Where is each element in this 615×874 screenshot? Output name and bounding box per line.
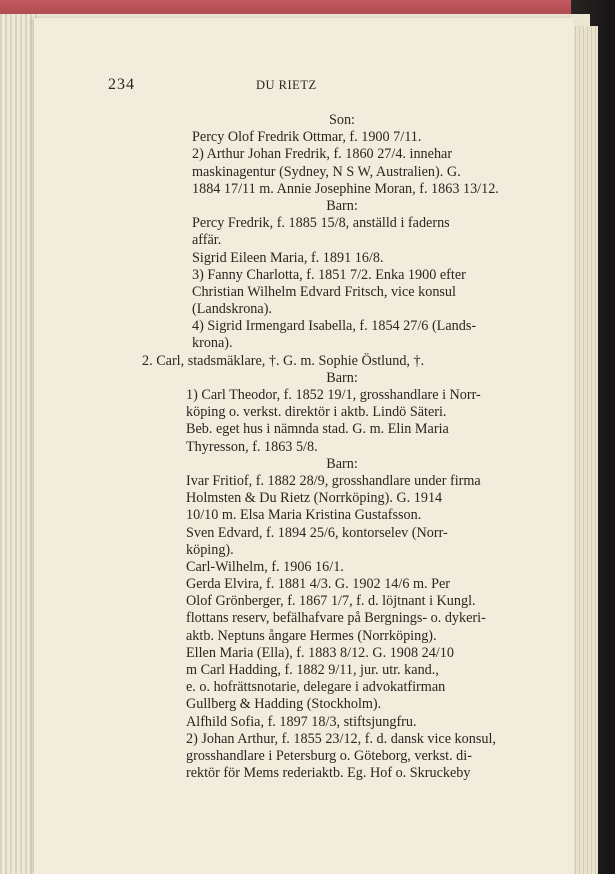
text-line: maskinagentur (Sydney, N S W, Australien). G.	[192, 163, 461, 180]
text-line: 3) Fanny Charlotta, f. 1851 7/2. Enka 1900 efter	[192, 266, 466, 283]
text-line: köping o. verkst. direktör i aktb. Lindö Säteri.	[186, 404, 447, 421]
text-line: Percy Olof Fredrik Ottmar, f. 1900 7/11.	[192, 129, 422, 146]
running-head: DU RIETZ	[256, 78, 317, 92]
text-line: e. o. hofrättsnotarie, delegare i advokatfirman	[186, 679, 446, 696]
text-line: Son:	[328, 112, 356, 128]
text-line: 2) Arthur Johan Fredrik, f. 1860 27/4. innehar	[192, 146, 453, 163]
page-body	[142, 112, 542, 782]
text-line: affär.	[192, 232, 222, 249]
text-line: 1) Carl Theodor, f. 1852 19/1, grosshandlare i Norr-	[186, 387, 481, 403]
text-line: Percy Fredrik, f. 1885 15/8, anställd i faderns	[192, 215, 450, 232]
text-line: 2. Carl, stadsmäklare, †. G. m. Sophie Östlund, †.	[142, 352, 425, 369]
text-line: rektör för Mems rederiaktb. Eg. Hof o. Skruckeby	[186, 765, 471, 782]
page-header	[108, 76, 408, 96]
text-line: Olof Grönberger, f. 1867 1/7, f. d. löjtnant i Kungl.	[186, 593, 476, 610]
text-line: m Carl Hadding, f. 1882 9/11, jur. utr. kand.,	[186, 662, 439, 678]
text-line: flottans reserv, befälhafvare på Bergnings- o. dykeri-	[186, 610, 486, 627]
text-line: grosshandlare i Petersburg o. Göteborg, verkst. di-	[186, 747, 472, 764]
text-line: (Landskrona).	[192, 301, 272, 318]
text-line: 4) Sigrid Irmengard Isabella, f. 1854 27/6 (Lands-	[192, 318, 477, 335]
text-line: Beb. eget hus i nämnda stad. G. m. Elin Maria	[186, 421, 449, 438]
text-line: Barn:	[326, 197, 358, 214]
page-stack-edge	[0, 14, 38, 874]
text-line: Carl-Wilhelm, f. 1906 16/1.	[186, 558, 344, 575]
text-line: Ivar Fritiof, f. 1882 28/9, grosshandlare under firma	[186, 472, 481, 489]
text-line: Alfhild Sofia, f. 1897 18/3, stiftsjungfru.	[186, 713, 417, 730]
text-line: aktb. Neptuns ångare Hermes (Norrköping).	[186, 627, 437, 644]
text-line: Gullberg & Hadding (Stockholm).	[186, 696, 382, 713]
text-line: Gerda Elvira, f. 1881 4/3. G. 1902 14/6 m. Per	[186, 576, 450, 593]
text-line: Thyresson, f. 1863 5/8.	[186, 438, 318, 455]
text-line: Sven Edvard, f. 1894 25/6, kontorselev (Norr-	[186, 524, 448, 541]
text-line: krona).	[192, 335, 233, 352]
text-line: 10/10 m. Elsa Maria Kristina Gustafsson.	[186, 507, 422, 524]
page-number: 234	[108, 76, 135, 93]
text-line: 1884 17/11 m. Annie Josephine Moran, f. 1863 13/12.	[192, 180, 499, 197]
text-line: Ellen Maria (Ella), f. 1883 8/12. G. 1908 24/10	[186, 644, 454, 661]
text-line: Barn:	[326, 369, 358, 386]
text-line: Barn:	[326, 455, 358, 472]
text-line: Christian Wilhelm Edvard Fritsch, vice konsul	[192, 283, 456, 300]
text-line: 2) Johan Arthur, f. 1855 23/12, f. d. dansk vice konsul,	[186, 730, 496, 747]
text-line: Sigrid Eileen Maria, f. 1891 16/8.	[192, 249, 384, 266]
text-line: köping).	[186, 541, 234, 558]
text-line: Holmsten & Du Rietz (Norrköping). G. 1914	[186, 490, 443, 507]
